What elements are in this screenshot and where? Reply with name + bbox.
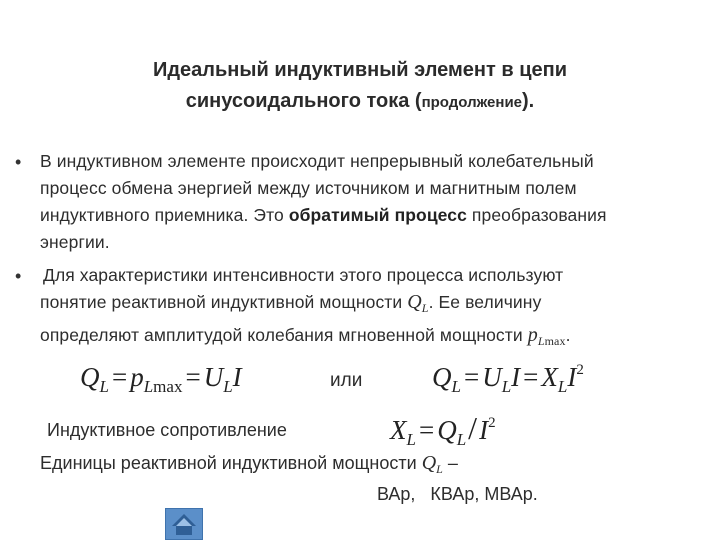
p-subscript-l: L <box>537 334 545 348</box>
formula-power-equals-xi2 <box>432 362 584 397</box>
f2-eq2: = <box>523 362 539 392</box>
formula-power-equals-ui <box>80 362 242 397</box>
f2-q-sub: L <box>451 377 461 396</box>
p-subscript <box>538 334 566 348</box>
f2-i2: I <box>567 362 577 392</box>
bullet-2-line-3 <box>40 322 571 355</box>
f2-eq1: = <box>463 362 480 392</box>
f3-eq: = <box>418 415 435 445</box>
f3-q: Q <box>437 415 457 445</box>
units-q: Q <box>421 452 437 474</box>
bullet-marker-2: • <box>15 266 22 286</box>
reactive-power-symbol <box>407 291 428 313</box>
units-line <box>40 452 458 477</box>
home-nav-button[interactable] <box>165 508 203 540</box>
f1-p-sub <box>144 377 183 396</box>
home-icon <box>166 509 202 539</box>
bullet-2-line-2 <box>40 289 571 322</box>
f1-u-sub: L <box>223 377 233 396</box>
units-label: Единицы реактивной индуктивной мощности <box>40 453 422 473</box>
bullet-1-line-3-pre: индуктивного приемника. Это <box>40 205 289 225</box>
units-symbol <box>422 452 443 474</box>
bullet-2-line-2-post: . Ее величину <box>428 292 542 312</box>
f1-p-sub-max: max <box>153 377 183 396</box>
f2-q: Q <box>432 362 452 392</box>
bullet-2-line-1: Для характеристики интенсивности этого процесса используют <box>43 265 564 285</box>
f1-p-sub-l: L <box>143 377 154 396</box>
units-q-sub: L <box>436 462 443 476</box>
f1-i: I <box>232 362 242 392</box>
f2-x-sub: L <box>557 377 568 396</box>
bullet-marker-1: • <box>15 152 22 172</box>
reactance-label: Индуктивное сопротивление <box>47 420 287 440</box>
f3-exp: 2 <box>488 415 496 431</box>
f3-i: I <box>479 415 489 445</box>
p-subscript-max: max <box>544 334 566 348</box>
p-symbol: p <box>527 324 538 346</box>
bullet-1-line-2: процесс обмена энергией между источником и магнитным полем <box>40 178 577 198</box>
q-symbol: Q <box>407 291 422 313</box>
f1-q-sub: L <box>99 377 109 396</box>
bold-term: обратимый процесс <box>288 205 467 225</box>
or-word: или <box>330 370 363 391</box>
f2-u: U <box>482 362 502 392</box>
f3-q-sub: L <box>456 430 467 449</box>
slide-title-line2 <box>0 88 720 116</box>
bullet-2-line-3-post: . <box>565 325 571 345</box>
f1-u: U <box>203 362 224 392</box>
bullet-1-line-3 <box>40 202 607 229</box>
f1-eq2: = <box>185 362 201 392</box>
f3-x: X <box>390 415 407 445</box>
bullet-1-text <box>40 148 607 256</box>
f2-i: I <box>511 362 521 392</box>
f3-slash: / <box>468 410 478 446</box>
f2-x: X <box>541 362 558 392</box>
bullet-1-line-1: В индуктивном элементе происходит непрерывный колебательный <box>40 151 594 171</box>
f2-u-sub: L <box>501 377 512 396</box>
title-main-text: синусоидального тока ( <box>185 90 422 112</box>
f2-exp: 2 <box>576 362 584 378</box>
f3-x-sub: L <box>406 430 416 449</box>
bullet-2-line-2-pre: понятие реактивной индуктивной мощности <box>40 292 408 312</box>
q-subscript: L <box>421 301 429 315</box>
bullet-1-line-4: энергии. <box>40 232 110 252</box>
slide-title-line1: Идеальный индуктивный элемент в цепи <box>152 59 567 81</box>
units-values: ВАр, КВАр, МВАр. <box>377 484 538 504</box>
f1-eq1: = <box>111 362 128 392</box>
instant-power-symbol <box>528 324 566 346</box>
title-end-text: ). <box>522 90 535 112</box>
units-dash: – <box>442 453 458 473</box>
title-small-text: продолжение <box>421 94 523 111</box>
f1-p: p <box>130 362 144 392</box>
bullet-2-text <box>40 262 571 355</box>
formula-reactance <box>390 410 496 450</box>
bullet-1-line-3-post: преобразования <box>466 205 607 225</box>
f1-q: Q <box>80 362 100 392</box>
bullet-2-line-3-pre: определяют амплитудой колебания мгновенной мощности <box>40 325 528 345</box>
